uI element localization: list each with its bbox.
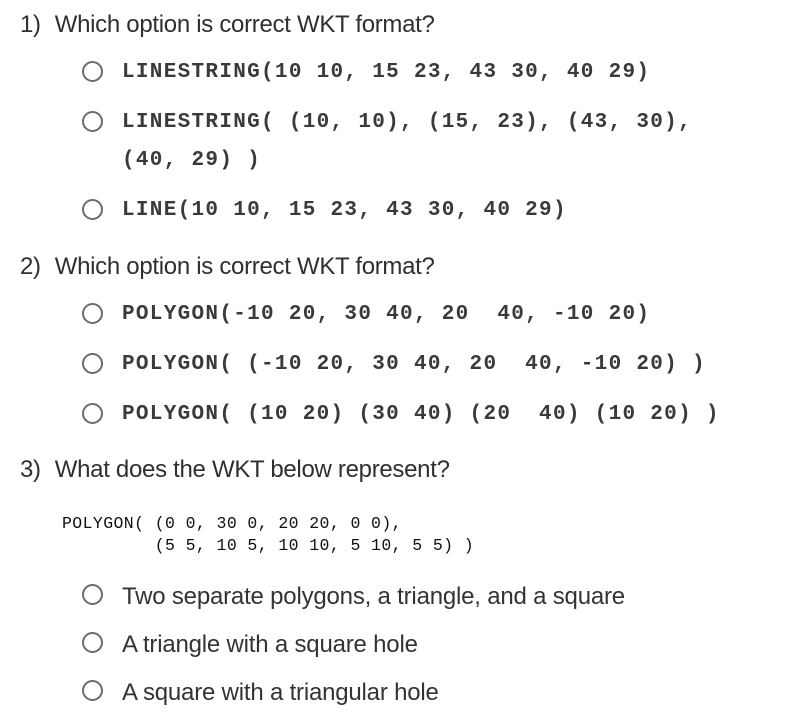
wkt-code-sample: POLYGON( (0 0, 30 0, 20 20, 0 0), (5 5, 10 5, 10 10, 5 10, 5 5) ): [62, 514, 475, 555]
question-3-option-2[interactable]: [82, 632, 418, 658]
question-2-number: 2): [20, 253, 41, 280]
question-2-option-2[interactable]: [82, 353, 706, 377]
option-label: POLYGON( (-10 20, 30 40, 20 40, -10 20) ): [122, 353, 706, 376]
radio-unchecked-icon[interactable]: [82, 632, 103, 653]
question-3-option-3[interactable]: [82, 680, 439, 706]
option-label: POLYGON(-10 20, 30 40, 20 40, -10 20): [122, 303, 651, 326]
radio-unchecked-icon[interactable]: [82, 111, 103, 132]
option-label: LINESTRING(10 10, 15 23, 43 30, 40 29): [122, 61, 651, 84]
question-3-text: What does the WKT below represent?: [54, 456, 450, 483]
question-3-prompt: [20, 456, 450, 484]
option-label: POLYGON( (10 20) (30 40) (20 40) (10 20) ): [122, 403, 720, 426]
question-1-option-3[interactable]: [82, 199, 567, 223]
radio-unchecked-icon[interactable]: [82, 353, 103, 374]
radio-unchecked-icon[interactable]: [82, 584, 103, 605]
question-3-number: 3): [20, 456, 41, 483]
radio-unchecked-icon[interactable]: [82, 303, 103, 324]
radio-unchecked-icon[interactable]: [82, 199, 103, 220]
radio-unchecked-icon[interactable]: [82, 403, 103, 424]
option-label: A square with a triangular hole: [122, 679, 439, 706]
question-1-number: 1): [20, 11, 41, 38]
option-label: LINE(10 10, 15 23, 43 30, 40 29): [122, 199, 567, 222]
question-1-option-1[interactable]: [82, 61, 650, 85]
radio-unchecked-icon[interactable]: [82, 61, 103, 82]
question-1-option-2[interactable]: [82, 111, 692, 180]
option-label: A triangle with a square hole: [122, 631, 418, 658]
question-3-option-1[interactable]: [82, 584, 625, 610]
option-label: LINESTRING( (10, 10), (15, 23), (43, 30), (40, 29) ): [122, 111, 692, 172]
question-1-text: Which option is correct WKT format?: [54, 11, 435, 38]
question-1-prompt: [20, 11, 435, 39]
option-label: Two separate polygons, a triangle, and a square: [122, 583, 625, 610]
question-2-option-3[interactable]: [82, 403, 720, 427]
question-2-prompt: [20, 253, 435, 281]
question-2-text: Which option is correct WKT format?: [54, 253, 435, 280]
question-2-option-1[interactable]: [82, 303, 650, 327]
radio-unchecked-icon[interactable]: [82, 680, 103, 701]
